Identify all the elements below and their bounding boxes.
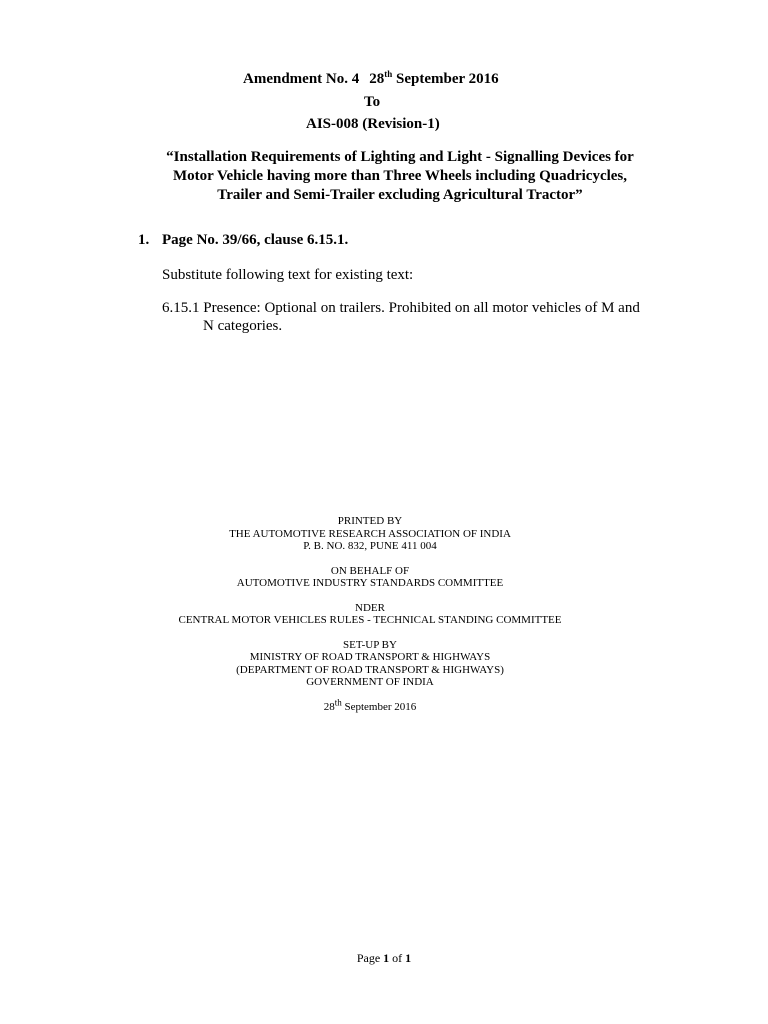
publication-month-year: September 2016 bbox=[344, 700, 417, 713]
amendment-header bbox=[243, 70, 499, 88]
page-word: Page bbox=[356, 951, 381, 965]
publication-day: 28 bbox=[323, 700, 335, 713]
document-title bbox=[130, 148, 670, 205]
publication-day-suffix: th bbox=[334, 696, 342, 707]
department-name: (DEPARTMENT OF ROAD TRANSPORT & HIGHWAYS) bbox=[236, 663, 504, 676]
amendment-month-year: September 2016 bbox=[396, 71, 499, 87]
clause-heading bbox=[138, 232, 348, 249]
title-line: Motor Vehicle having more than Three Wheels including Quadricycles, bbox=[172, 168, 628, 184]
to-label: To bbox=[364, 94, 381, 110]
page-number: 1 bbox=[383, 951, 390, 965]
cmvr-committee-name: CENTRAL MOTOR VEHICLES RULES - TECHNICAL STANDING COMMITTEE bbox=[178, 614, 562, 626]
of-word: of bbox=[392, 951, 403, 965]
printed-by-label: PRINTED BY bbox=[337, 515, 403, 527]
page-total: 1 bbox=[405, 951, 412, 965]
under-label: NDER bbox=[355, 601, 385, 614]
title-line: “Installation Requirements of Lighting and Light - Signalling Devices for bbox=[166, 149, 634, 165]
amendment-day-suffix: th bbox=[384, 69, 393, 79]
page-footer bbox=[0, 951, 768, 966]
amendment-number: Amendment No. 4 bbox=[243, 71, 360, 87]
amendment-day: 28 bbox=[369, 71, 385, 87]
government-name: GOVERNMENT OF INDIA bbox=[306, 676, 434, 688]
printed-by-block bbox=[150, 515, 590, 725]
committee-name: AUTOMOTIVE INDUSTRY STANDARDS COMMITTEE bbox=[236, 577, 504, 589]
clause-number: 1. bbox=[138, 232, 150, 248]
publication-date bbox=[150, 696, 590, 714]
clause-body bbox=[162, 299, 682, 335]
on-behalf-label: ON BEHALF OF bbox=[330, 564, 410, 577]
setup-by-label: SET-UP BY bbox=[343, 638, 397, 651]
ministry-name: MINISTRY OF ROAD TRANSPORT & HIGHWAYS bbox=[249, 651, 491, 663]
organization-address: P. B. NO. 832, PUNE 411 004 bbox=[303, 540, 437, 552]
clause-body-line: N categories. bbox=[203, 318, 283, 334]
clause-instruction: Substitute following text for existing text: bbox=[162, 267, 414, 283]
standard-name: AIS-008 (Revision-1) bbox=[306, 116, 440, 132]
clause-body-line: 6.15.1 Presence: Optional on trailers. Prohibited on all motor vehicles of M and bbox=[162, 300, 640, 316]
organization-name: THE AUTOMOTIVE RESEARCH ASSOCIATION OF INDIA bbox=[229, 527, 511, 540]
clause-heading-text: Page No. 39/66, clause 6.15.1. bbox=[162, 232, 349, 248]
title-line: Trailer and Semi-Trailer excluding Agricultural Tractor” bbox=[217, 187, 583, 203]
